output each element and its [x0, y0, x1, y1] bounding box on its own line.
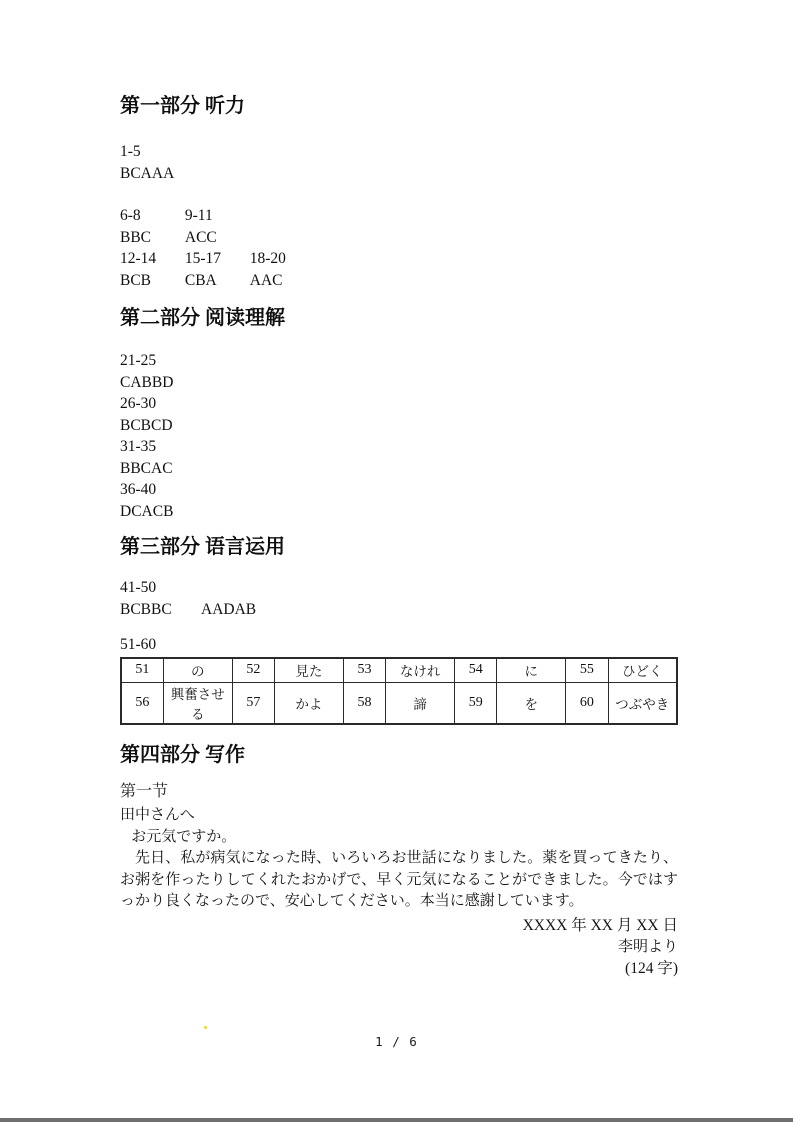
page-number-indicator: 1 / 6 — [375, 1034, 418, 1049]
table-row — [121, 682, 677, 724]
question-range: 41-50 — [120, 579, 157, 596]
section-title-writing: 第四部分 写作 — [120, 743, 245, 766]
question-range: 36-40 — [120, 481, 157, 498]
question-number: 56 — [121, 682, 163, 724]
document-page — [120, 0, 678, 979]
letter-salutation: 田中さんへ — [120, 806, 195, 823]
question-range: 6-8 — [120, 207, 141, 224]
question-range-row — [120, 248, 678, 270]
question-range-51-60: 51-60 — [120, 636, 157, 653]
answer-cell: つぶやき — [608, 682, 677, 724]
answer-string: BCB — [120, 271, 152, 289]
question-range: 12-14 — [120, 250, 157, 267]
question-range: 18-20 — [249, 250, 286, 267]
question-number: 55 — [566, 658, 608, 683]
question-range: 26-30 — [120, 395, 157, 412]
question-number: 53 — [343, 658, 385, 683]
answer-cell: 興奮させる — [163, 682, 232, 724]
question-number: 60 — [566, 682, 608, 724]
section-title-language-use: 第三部分 语言运用 — [120, 536, 285, 558]
answer-string: ACC — [184, 228, 217, 246]
letter-greeting: お元気ですか。 — [131, 827, 237, 845]
answer-string: BBC — [120, 228, 152, 246]
answer-string: CABBD — [120, 373, 174, 391]
question-number: 57 — [232, 682, 274, 724]
answer-string: DCACB — [120, 502, 174, 520]
question-range-row — [120, 205, 678, 227]
scan-artifact-dot — [204, 1026, 207, 1029]
letter-signature: 李明より — [617, 938, 678, 955]
answer-string: AADAB — [201, 600, 257, 618]
cloze-answers-41-50 — [120, 577, 678, 620]
question-number: 51 — [121, 658, 163, 683]
letter-date: XXXX 年 XX 月 XX 日 — [522, 916, 678, 934]
answer-cell: の — [163, 658, 232, 683]
answer-row — [120, 227, 678, 249]
letter-char-count: (124 字) — [625, 959, 678, 977]
model-essay-letter — [120, 804, 678, 979]
table-row — [121, 658, 677, 683]
listening-answers-1-5 — [120, 141, 678, 184]
question-range: 15-17 — [184, 250, 222, 267]
answer-string: BCAAA — [120, 164, 175, 182]
answer-row — [120, 270, 678, 292]
answer-cell: 諦 — [386, 682, 455, 724]
answer-string: BBCAC — [120, 459, 173, 477]
answer-cell: ひどく — [608, 658, 677, 683]
answer-cell: に — [497, 658, 566, 683]
question-range: 31-35 — [120, 438, 157, 455]
answer-cell: かよ — [274, 682, 343, 724]
question-number: 52 — [232, 658, 274, 683]
letter-body: 先日、私が病気になった時、いろいろお世話になりました。薬を買ってきたり、お粥を作ったりしてくれたおかげで、早く元気になることができました。今ではすっかり良くなったので、安心してください。本当に感謝しています。 — [120, 849, 678, 909]
answer-cell: 見た — [274, 658, 343, 683]
reading-answers — [120, 350, 678, 522]
answer-string: BCBBC — [120, 600, 172, 618]
answer-string: CBA — [184, 271, 217, 289]
answer-cell: を — [497, 682, 566, 724]
question-number: 54 — [455, 658, 497, 683]
section-title-listening: 第一部分 听力 — [120, 95, 245, 117]
answer-row — [120, 599, 678, 621]
answer-string: AAC — [249, 271, 283, 289]
question-number: 58 — [343, 682, 385, 724]
question-range: 9-11 — [184, 207, 213, 224]
gapfill-answer-table — [120, 657, 678, 725]
answer-cell: なけれ — [386, 658, 455, 683]
listening-answers-6-20 — [120, 205, 678, 291]
question-range: 1-5 — [120, 143, 141, 160]
writing-section-1-label: 第一节 — [120, 782, 169, 800]
letter-closing — [120, 915, 678, 980]
question-range: 21-25 — [120, 352, 157, 369]
page-bottom-divider — [0, 1118, 793, 1122]
answer-string: BCBCD — [120, 416, 173, 434]
section-title-reading: 第二部分 阅读理解 — [120, 307, 285, 329]
question-number: 59 — [455, 682, 497, 724]
